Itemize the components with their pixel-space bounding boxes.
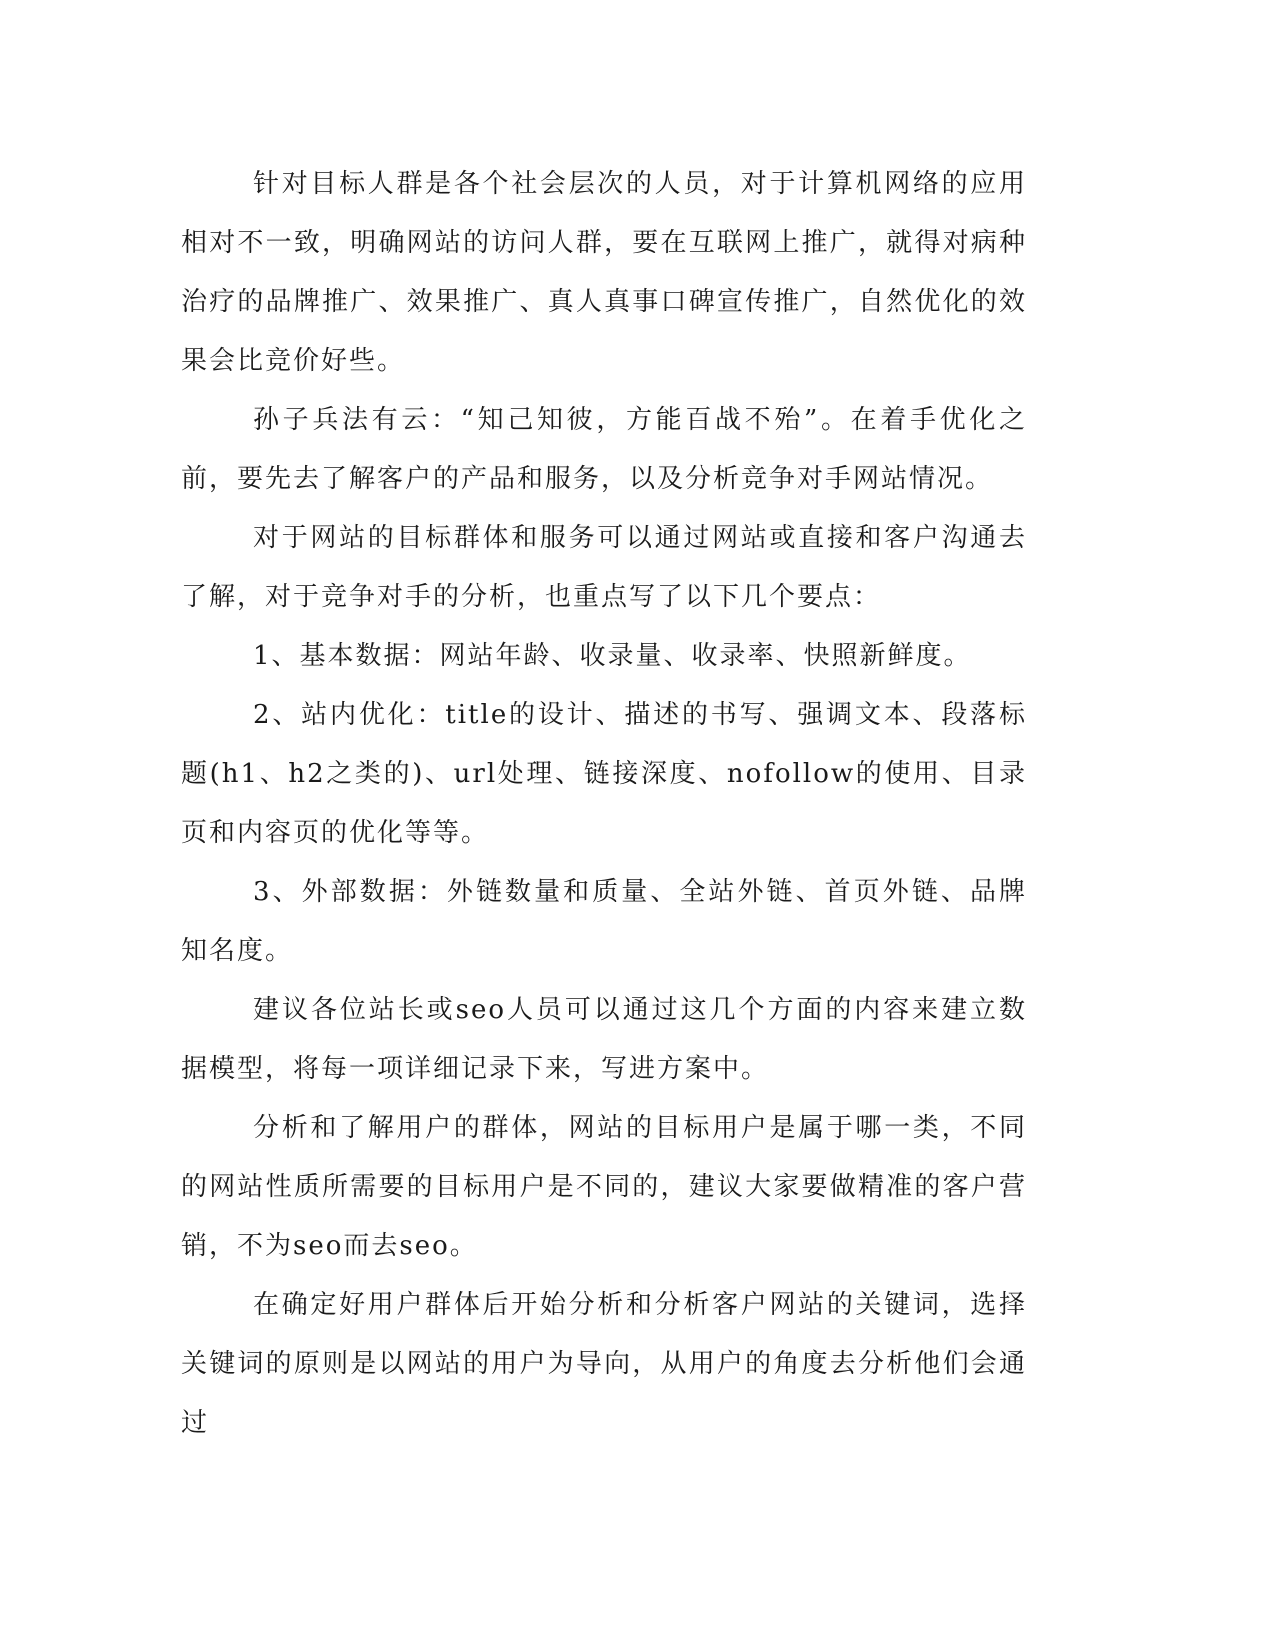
paragraph-competitor-analysis: 对于网站的目标群体和服务可以通过网站或直接和客户沟通去了解，对于竞争对手的分析，也重点写了以下几个要点： xyxy=(181,523,1027,612)
list-item-external-data: 3、外部数据：外链数量和质量、全站外链、首页外链、品牌知名度。 xyxy=(181,877,1027,966)
paragraph-keyword-selection: 在确定好用户群体后开始分析和分析客户网站的关键词，选择关键词的原则是以网站的用户为导向，从用户的角度去分析他们会通过 xyxy=(181,1290,1027,1438)
document-body xyxy=(181,155,1027,1453)
paragraph-data-model-advice: 建议各位站长或seo人员可以通过这几个方面的内容来建立数据模型，将每一项详细记录下来，写进方案中。 xyxy=(181,995,1027,1084)
paragraph-target-audience: 针对目标人群是各个社会层次的人员，对于计算机网络的应用相对不一致，明确网站的访问人群，要在互联网上推广，就得对病种治疗的品牌推广、效果推广、真人真事口碑宣传推广，自然优化的效果会比竞价好些。 xyxy=(181,169,1027,376)
paragraph-sunzi-quote: 孙子兵法有云：“知己知彼，方能百战不殆”。在着手优化之前，要先去了解客户的产品和服务，以及分析竞争对手网站情况。 xyxy=(181,405,1027,494)
list-item-basic-data: 1、基本数据：网站年龄、收录量、收录率、快照新鲜度。 xyxy=(253,641,972,671)
paragraph-user-groups: 分析和了解用户的群体，网站的目标用户是属于哪一类，不同的网站性质所需要的目标用户是不同的，建议大家要做精准的客户营销，不为seo而去seo。 xyxy=(181,1113,1027,1261)
list-item-onsite-optimization: 2、站内优化：title的设计、描述的书写、强调文本、段落标题(h1、h2之类的)、url处理、链接深度、nofollow的使用、目录页和内容页的优化等等。 xyxy=(181,700,1027,848)
